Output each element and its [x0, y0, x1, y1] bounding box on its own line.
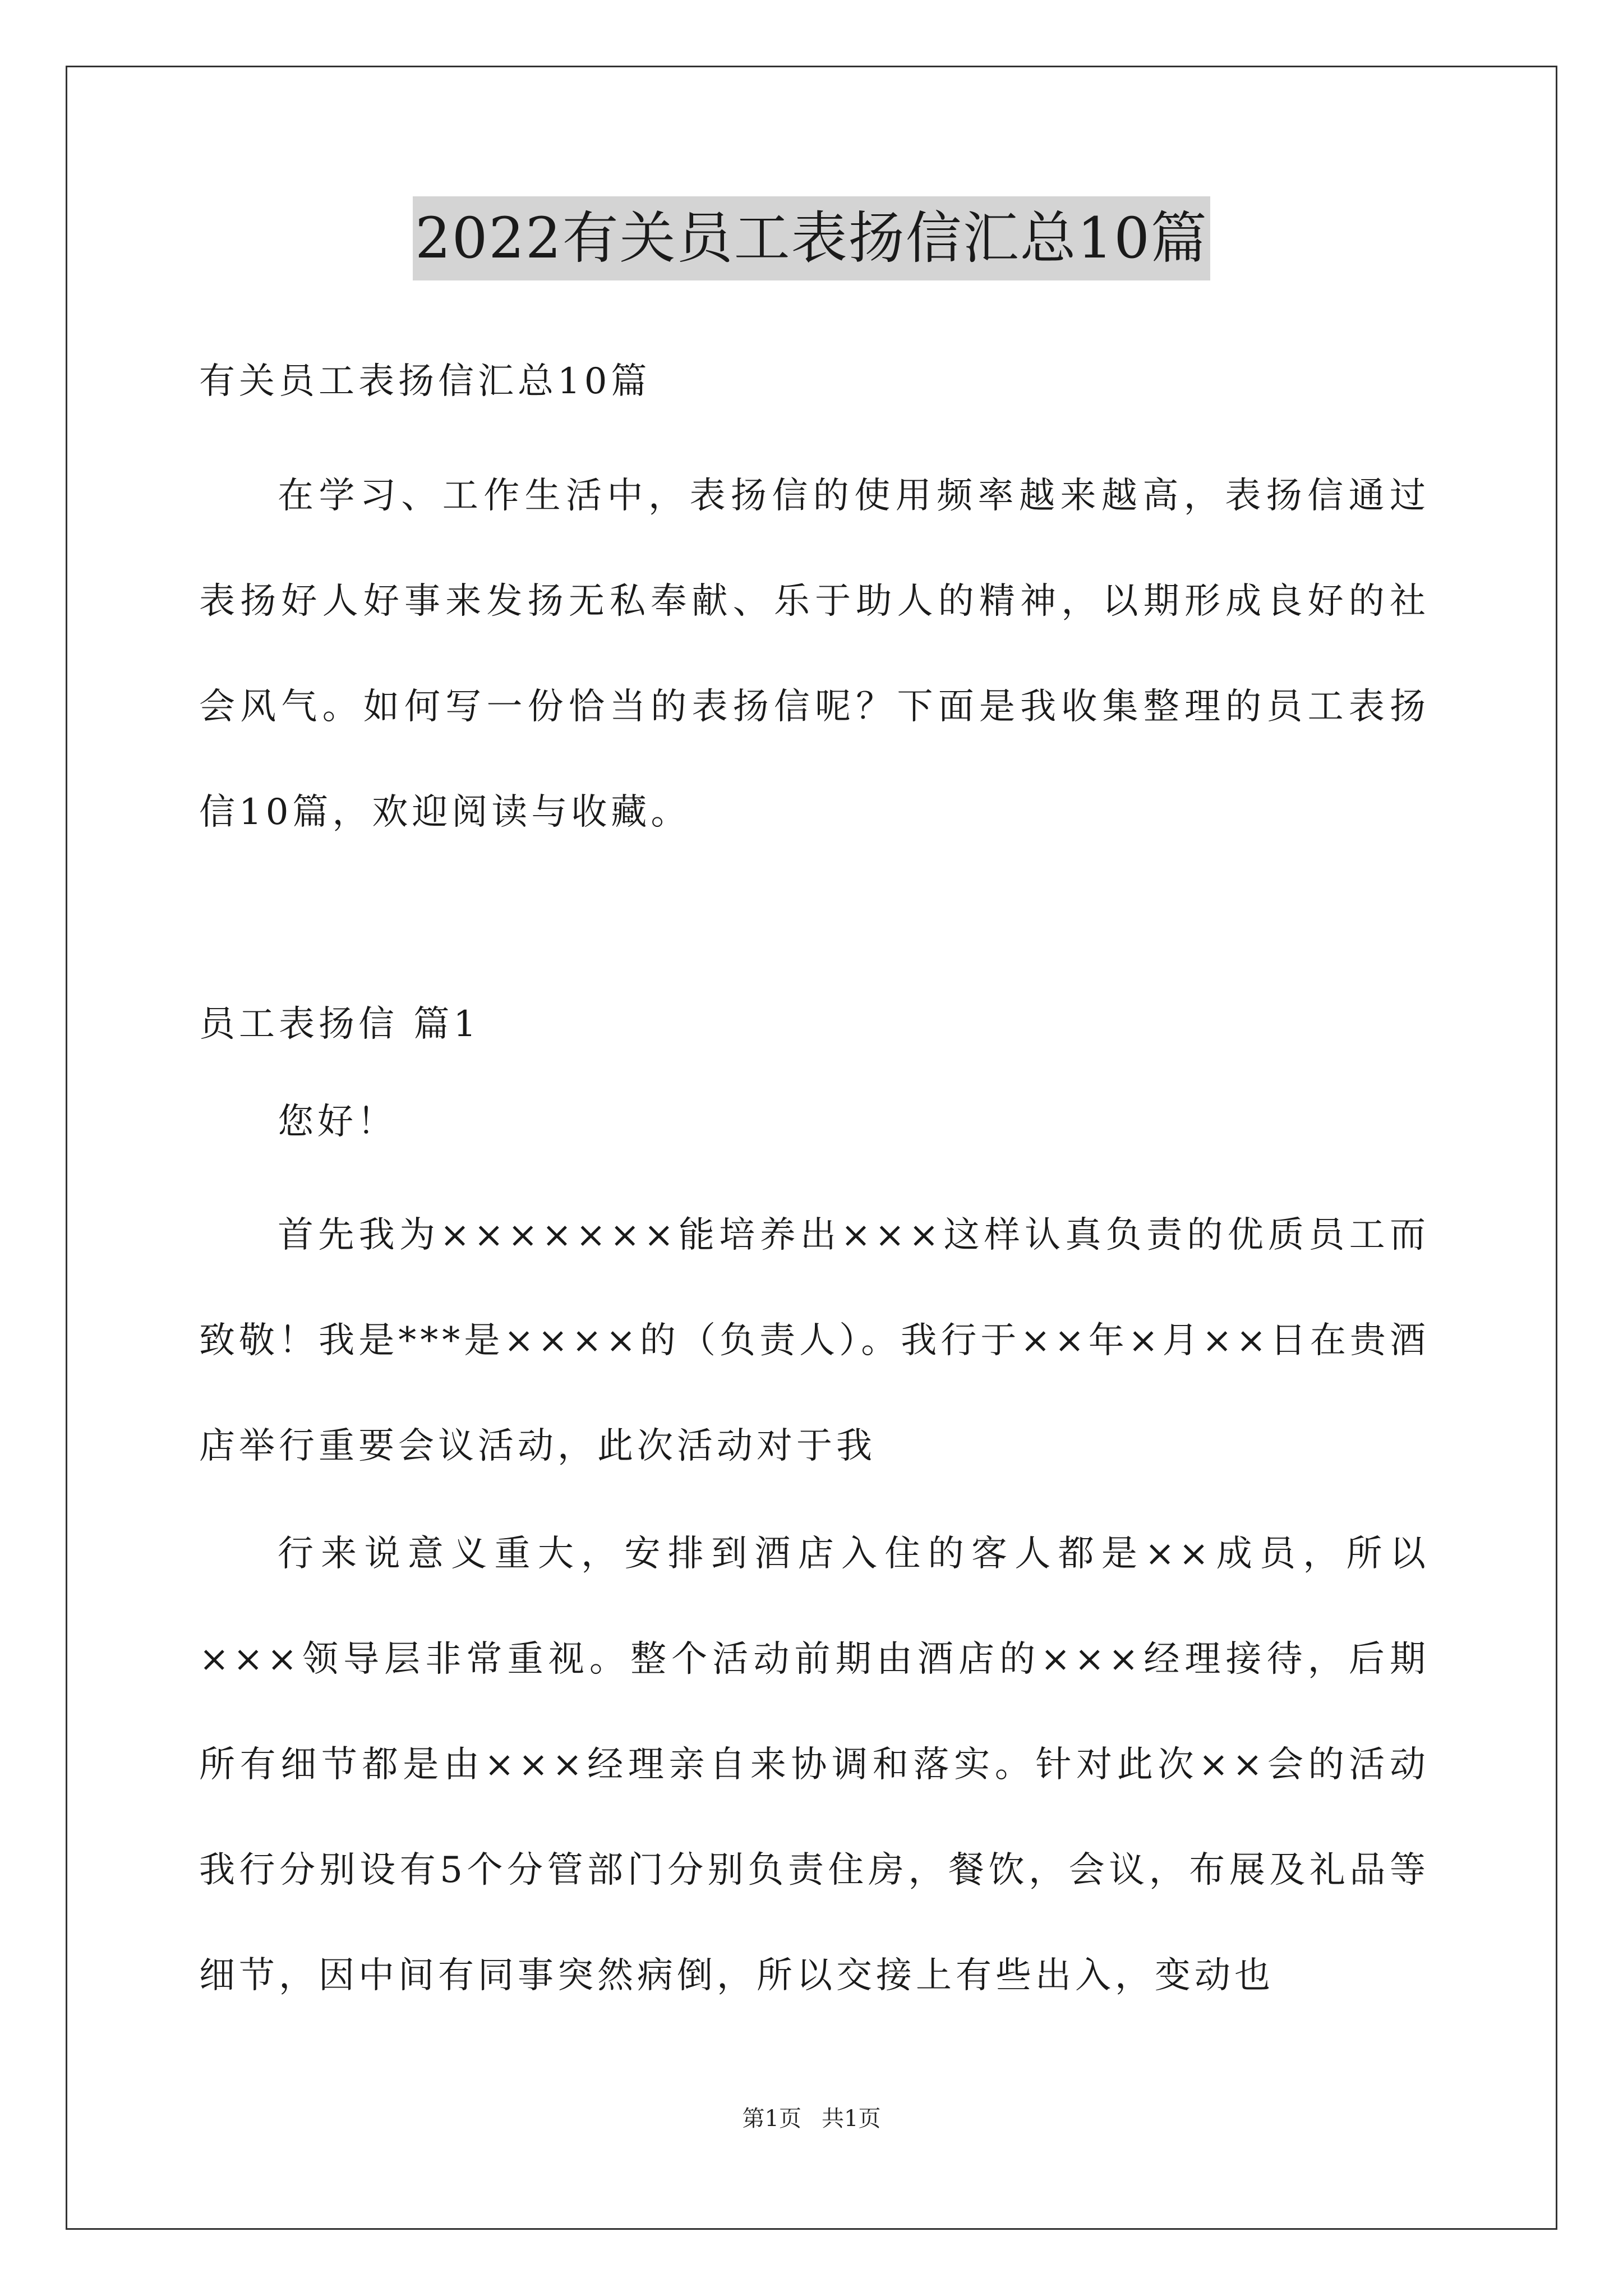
- document-subtitle: 有关员工表扬信汇总10篇: [199, 361, 651, 402]
- title-container: [0, 196, 1623, 280]
- body-paragraph-1: 首先我为×××××××能培养出×××这样认真负责的优质员工而致敬！我是***是××××的（负责人）。我行于××年×月××日在贵酒店举行重要会议活动，此次活动对于我: [199, 1214, 1430, 1467]
- document-title: 2022有关员工表扬信汇总10篇: [413, 196, 1210, 280]
- page-number: 第1页: [742, 2106, 801, 2132]
- page-footer: [0, 2101, 1623, 2133]
- greeting: 您好！: [278, 1101, 397, 1143]
- intro-paragraph: 在学习、工作生活中，表扬信的使用频率越来越高，表扬信通过表扬好人好事来发扬无私奉献、乐于助人的精神，以期形成良好的社会风气。如何写一份恰当的表扬信呢？下面是我收集整理的员工表扬信10篇，欢迎阅读与收藏。: [199, 475, 1430, 833]
- section-heading: 员工表扬信 篇1: [199, 1004, 481, 1045]
- body-paragraph-2: 行来说意义重大，安排到酒店入住的客人都是××成员，所以×××领导层非常重视。整个活动前期由酒店的×××经理接待，后期所有细节都是由×××经理亲自来协调和落实。针对此次××会的活动我行分别设有5个分管部门分别负责住房，餐饮，会议，布展及礼品等细节，因中间有同事突然病倒，所以交接上有些出入，变动也: [199, 1533, 1430, 1996]
- page-total: 共1页: [822, 2106, 881, 2132]
